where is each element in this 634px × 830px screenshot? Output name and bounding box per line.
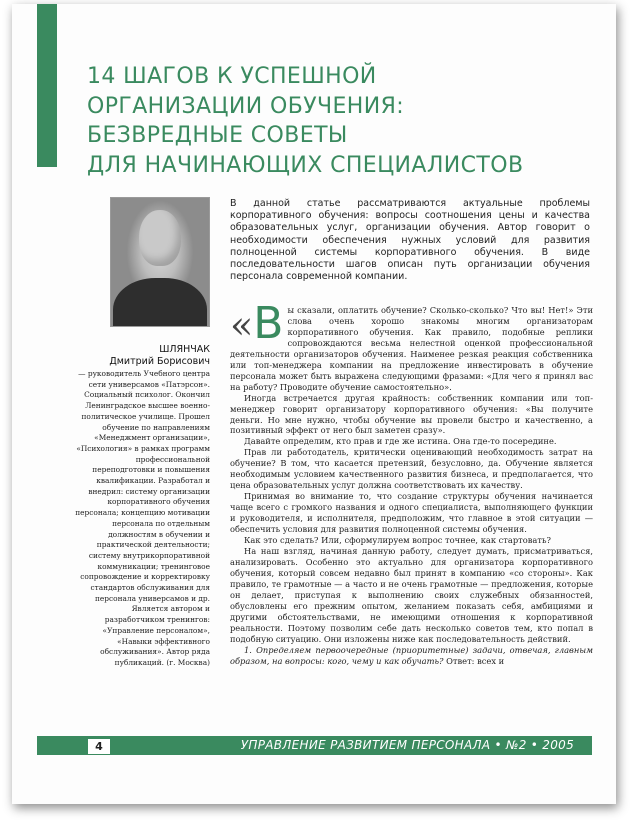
photo-head-shape <box>139 210 181 266</box>
body-paragraph: На наш взгляд, начиная данную работу, следует думать, присматриваться, анализировать. Особенно это актуально для организатора корпоративного обучения, который совсем недавно был принят в компанию «со стороны». Как правило, те грамотные — а часто и не очень грамотные — предложения, которые он делает, приступая к выполнению своих служебных обязанностей, обусловлены его прежним опытом, желанием показать себя, амбициями и другими обстоятельствами, не имеющими отношения к корпоративной реальности. Поэтому позволим себе дать несколько советов тем, кто попал в подобную ситуацию. Они изложены ниже как последовательность действий. <box>230 545 593 644</box>
title-line: ДЛЯ НАЧИНАЮЩИХ СПЕЦИАЛИСТОВ <box>87 152 524 178</box>
drop-cap <box>230 305 284 349</box>
paragraph-text: ы сказали, оплатить обучение? Сколько-сколько? Что вы! Нет!» Эти слова очень хорошо знакомы многим организаторам корпоративного обучения. Как правило, подобные реплики сопровождаются весьма нелестной оценкой профессиональной деятельности организаторов обучения. Наименее резкая реакция собственника или топ-менеджера компании на предложение инвестировать в обучение персонала может быть выражена следующими фразами: «Для чего я принял вас на работу? Проводите обучение самостоятельно». <box>230 305 593 392</box>
body-paragraph: Прав ли работодатель, критически оценивающий необходимость затрат на обучение? В том, что касается претензий, безусловно, да. Обучение является необходимым условием качественного развития бизнеса, и предполагается, что цена образовательных услуг должна соответствовать их качеству. <box>230 447 593 491</box>
magazine-page <box>12 4 616 804</box>
body-paragraph <box>230 305 593 393</box>
title-line: 14 ШАГОВ К УСПЕШНОЙ <box>87 64 377 89</box>
article-title <box>87 62 587 180</box>
author-photo <box>110 197 210 327</box>
open-quote: « <box>230 305 254 347</box>
drop-cap-letter: В <box>253 305 284 349</box>
author-bio: — руководитель Учебного центра сети универсамов «Патэрсон». Социальный психолог. Окончил Ленинградское высшее военно-политическое училище. Прошел обучение по направлениям «Менеджмент организации», «Психология» в рамках программ профессиональной переподготовки и повышения квалификации. Разработал и внедрил: систему организации корпоративного обучения персонала; концепцию мотивации персонала по отдельным должностям в обучении и практической деятельности; систему внутрикорпоративной коммуникации; тренинговое сопровождение и корректировку стандартов обслуживания для персонала универсамов и др. Является автором и разработчиком тренингов: «Управление персоналом», «Навыки эффективного обслуживания». Автор ряда публикаций. (г. Москва) <box>75 369 210 667</box>
paragraph-text: Ответ: всех и <box>443 655 505 666</box>
page-number: 4 <box>87 738 111 755</box>
green-tab-decoration <box>37 4 57 167</box>
title-line: ОРГАНИЗАЦИИ ОБУЧЕНИЯ: <box>87 93 405 119</box>
title-line: БЕЗВРЕДНЫЕ СОВЕТЫ <box>87 123 348 148</box>
journal-name: УПРАВЛЕНИЕ РАЗВИТИЕМ ПЕРСОНАЛА • №2 • 2005 <box>240 738 574 752</box>
author-surname: ШЛЯНЧАК <box>159 344 210 355</box>
body-paragraph <box>230 645 593 667</box>
article-body <box>230 305 593 725</box>
body-paragraph: Иногда встречается другая крайность: собственник компании или топ-менеджер говорит организатору корпоративного обучения: «Вы получите деньги. Но мне нужно, чтобы обучение вы провели быстро и качественно, а позитивный эффект от него был заметен сразу». <box>230 392 593 436</box>
body-paragraph: Принимая во внимание то, что создание структуры обучения начинается чаще всего с громкого названия и одного специалиста, выполняющего функции и руководителя, и исполнителя, предположим, что главное в этой ситуации — обеспечить условия для развития полноценной системы обучения. <box>230 491 593 535</box>
body-paragraph: Давайте определим, кто прав и где же истина. Она где-то посередине. <box>244 436 557 447</box>
author-given-name: Дмитрий Борисович <box>109 355 210 367</box>
author-name-block <box>72 344 210 367</box>
step-heading: 1. Определяем первоочередные (приоритетные) задачи, отвечая, главным образом, на вопросы: кого, чему и как обучать? <box>230 644 593 666</box>
body-paragraph: Как это сделать? Или, сформулируем вопрос точнее, как стартовать? <box>244 535 551 546</box>
article-lead: В данной статье рассматриваются актуальные проблемы корпоративного обучения: вопросы соотношения цены и качества образовательных услуг, организации обучения. Автор говорит о необходимости обеспечения нужных условий для развития полноценной системы корпоративного обучения. В виде последовательности шагов описан путь организации обучения персонала современной компании. <box>230 198 590 283</box>
page-footer <box>37 736 592 755</box>
photo-shoulders-shape <box>113 278 207 327</box>
